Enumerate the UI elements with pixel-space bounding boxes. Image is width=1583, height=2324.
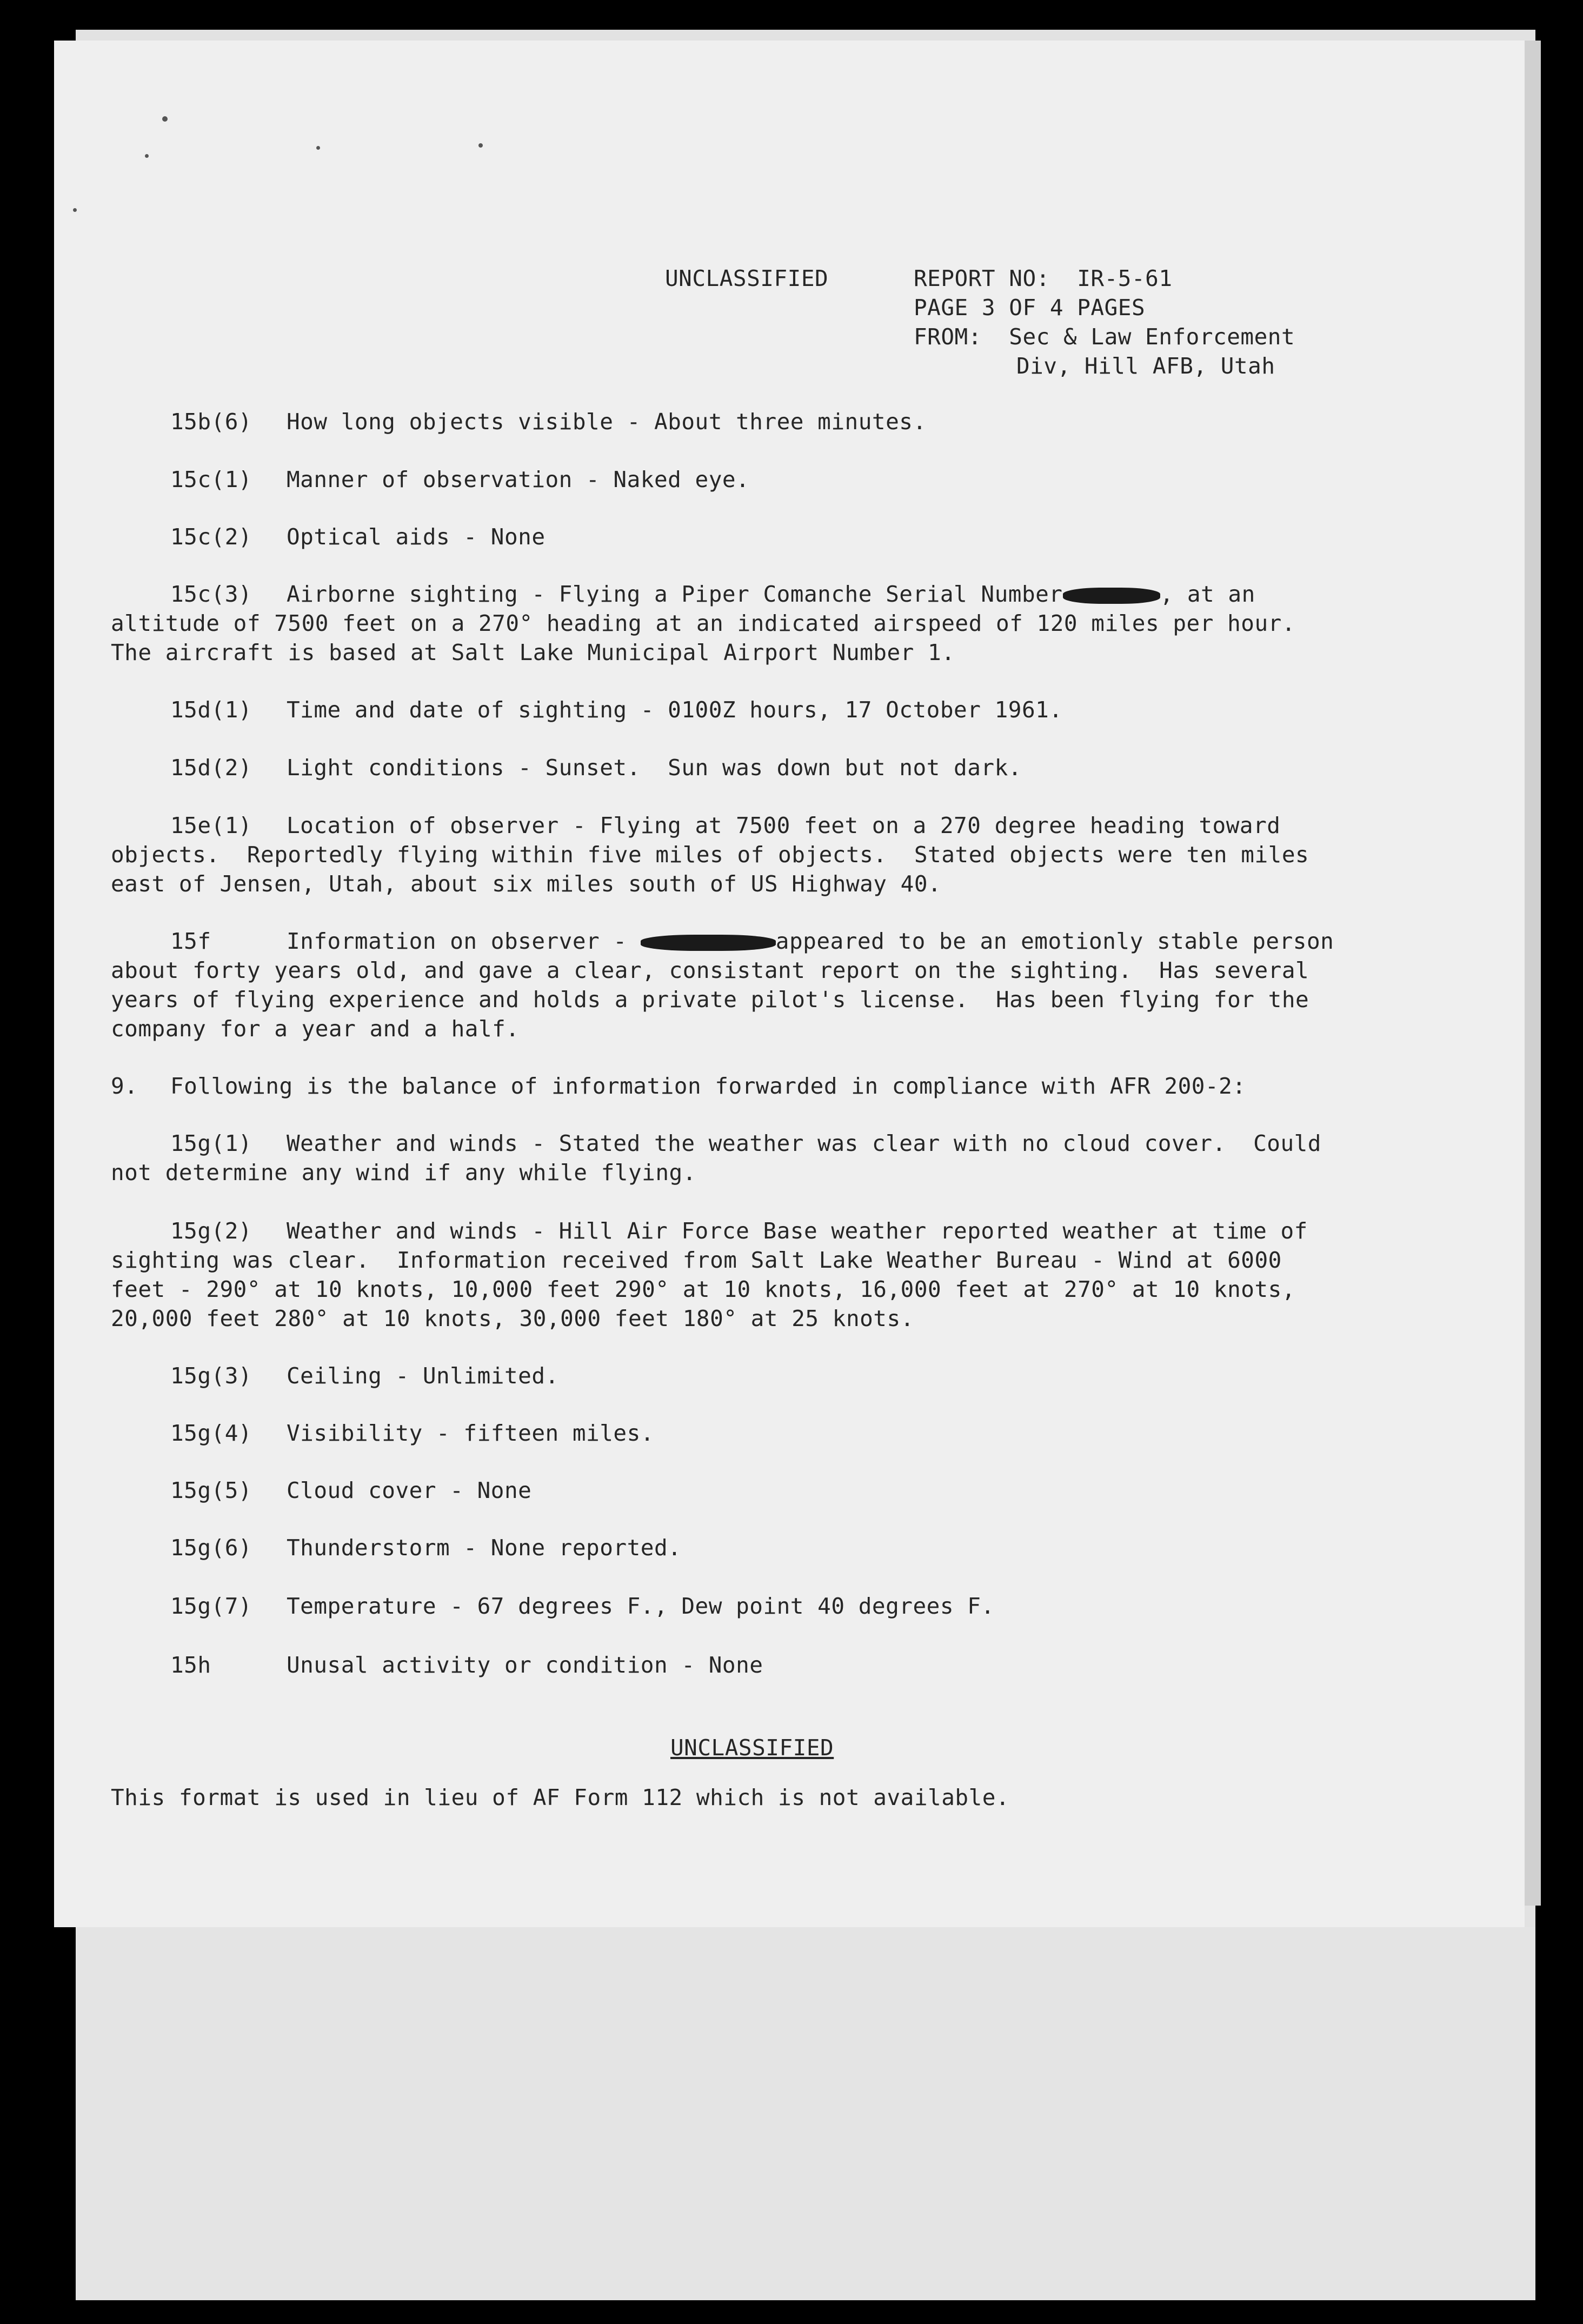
item-text: Manner of observation - Naked eye. <box>287 467 750 492</box>
item-text: Visibility - fifteen miles. <box>287 1420 654 1446</box>
header-classification: UNCLASSIFIED <box>665 265 829 291</box>
item-code: 15h <box>170 1652 211 1678</box>
redaction-mark <box>1063 588 1160 604</box>
lower-backing-strip <box>76 1927 1535 2300</box>
item-code: 15g(5) <box>170 1477 252 1503</box>
item-15e1-line2: objects. Reportedly flying within five miles of objects. Stated objects were ten miles <box>111 842 1309 868</box>
item-15g2-line1: 15g(2) Weather and winds - Hill Air Force Base weather reported weather at time of <box>170 1216 1308 1246</box>
item-15g2-line3: feet - 290° at 10 knots, 10,000 feet 290° at 10 knots, 16,000 feet at 270° at 10 knots, <box>111 1276 1296 1302</box>
report-number: REPORT NO: IR-5-61 <box>914 265 1173 291</box>
item-text: Time and date of sighting - 0100Z hours, 17 October 1961. <box>287 697 1063 723</box>
list-item <box>170 1476 531 1505</box>
item-code: 15g(3) <box>170 1363 252 1389</box>
list-item <box>170 407 927 436</box>
list-item <box>170 465 749 494</box>
item-text: Light conditions - Sunset. Sun was down but not dark. <box>287 755 1022 781</box>
list-item <box>170 1533 681 1562</box>
scan-speck <box>73 208 77 212</box>
item-code: 15g(7) <box>170 1593 252 1619</box>
item-text: How long objects visible - About three minutes. <box>287 409 927 435</box>
item-15g2-line4: 20,000 feet 280° at 10 knots, 30,000 feet 180° at 25 knots. <box>111 1306 914 1331</box>
item-15f-line3: years of flying experience and holds a private pilot's license. Has been flying for the <box>111 987 1309 1013</box>
scan-speck <box>145 154 149 158</box>
list-item <box>170 753 1022 782</box>
item-text: Ceiling - Unlimited. <box>287 1363 559 1389</box>
list-item <box>170 1650 763 1680</box>
item-code: 15g(2) <box>170 1218 252 1244</box>
item-15f-line1: 15f Information on observer - appeared to be an emotionly stable person <box>170 927 1334 956</box>
item-15f-line4: company for a year and a half. <box>111 1016 520 1042</box>
item-15g1-line2: not determine any wind if any while flying. <box>111 1160 696 1186</box>
item-text: Temperature - 67 degrees F., Dew point 40 degrees F. <box>287 1593 995 1619</box>
item-15g1-line1: 15g(1) Weather and winds - Stated the weather was clear with no cloud cover. Could <box>170 1129 1321 1158</box>
item-15e1-line3: east of Jensen, Utah, about six miles south of US Highway 40. <box>111 871 942 897</box>
item-text: Optical aids - None <box>287 524 546 550</box>
item-text: Thunderstorm - None reported. <box>287 1535 682 1561</box>
item-code: 15g(4) <box>170 1420 252 1446</box>
from-line: FROM: Sec & Law Enforcement <box>914 324 1295 350</box>
paper-edge-shadow <box>1525 41 1541 1906</box>
item-code: 15g(1) <box>170 1130 252 1156</box>
item-15f-line2: about forty years old, and gave a clear, consistant report on the sighting. Has several <box>111 957 1309 983</box>
scan-speck <box>316 146 320 150</box>
footer-note: This format is used in lieu of AF Form 112 which is not available. <box>111 1784 1010 1810</box>
item-15c3-line1: 15c(3) Airborne sighting - Flying a Piper Comanche Serial Number , at an <box>170 580 1255 609</box>
item-15c3-line2: altitude of 7500 feet on a 270° heading at an indicated airspeed of 120 miles per hour. <box>111 610 1296 636</box>
item-15c3-line3: The aircraft is based at Salt Lake Municipal Airport Number 1. <box>111 640 955 665</box>
list-item <box>170 1419 654 1448</box>
item-code: 15c(2) <box>170 524 252 550</box>
scan-speck <box>162 116 168 122</box>
item-code: 9. <box>111 1073 138 1099</box>
redaction-mark <box>641 935 776 951</box>
paragraph-9: 9. Following is the balance of information forwarded in compliance with AFR 200-2: <box>111 1071 1246 1101</box>
item-text: Unusal activity or condition - None <box>287 1652 763 1678</box>
item-code: 15b(6) <box>170 409 252 435</box>
item-code: 15d(1) <box>170 697 252 723</box>
item-code: 15g(6) <box>170 1535 252 1561</box>
scan-speck <box>478 143 483 148</box>
list-item <box>170 1591 995 1621</box>
list-item <box>170 522 546 551</box>
item-text: Cloud cover - None <box>287 1477 532 1503</box>
item-code: 15c(3) <box>170 581 252 607</box>
item-code: 15d(2) <box>170 755 252 781</box>
item-15g2-line2: sighting was clear. Information received from Salt Lake Weather Bureau - Wind at 6000 <box>111 1247 1282 1273</box>
item-15e1-line1: 15e(1) Location of observer - Flying at 7500 feet on a 270 degree heading toward <box>170 811 1280 840</box>
list-item <box>170 1361 559 1390</box>
list-item <box>170 695 1063 724</box>
item-code: 15f <box>170 928 211 954</box>
item-code: 15e(1) <box>170 813 252 838</box>
item-code: 15c(1) <box>170 467 252 492</box>
page-number: PAGE 3 OF 4 PAGES <box>914 295 1146 321</box>
footer-classification: UNCLASSIFIED <box>670 1735 834 1761</box>
from-line-continued: Div, Hill AFB, Utah <box>1016 353 1275 379</box>
